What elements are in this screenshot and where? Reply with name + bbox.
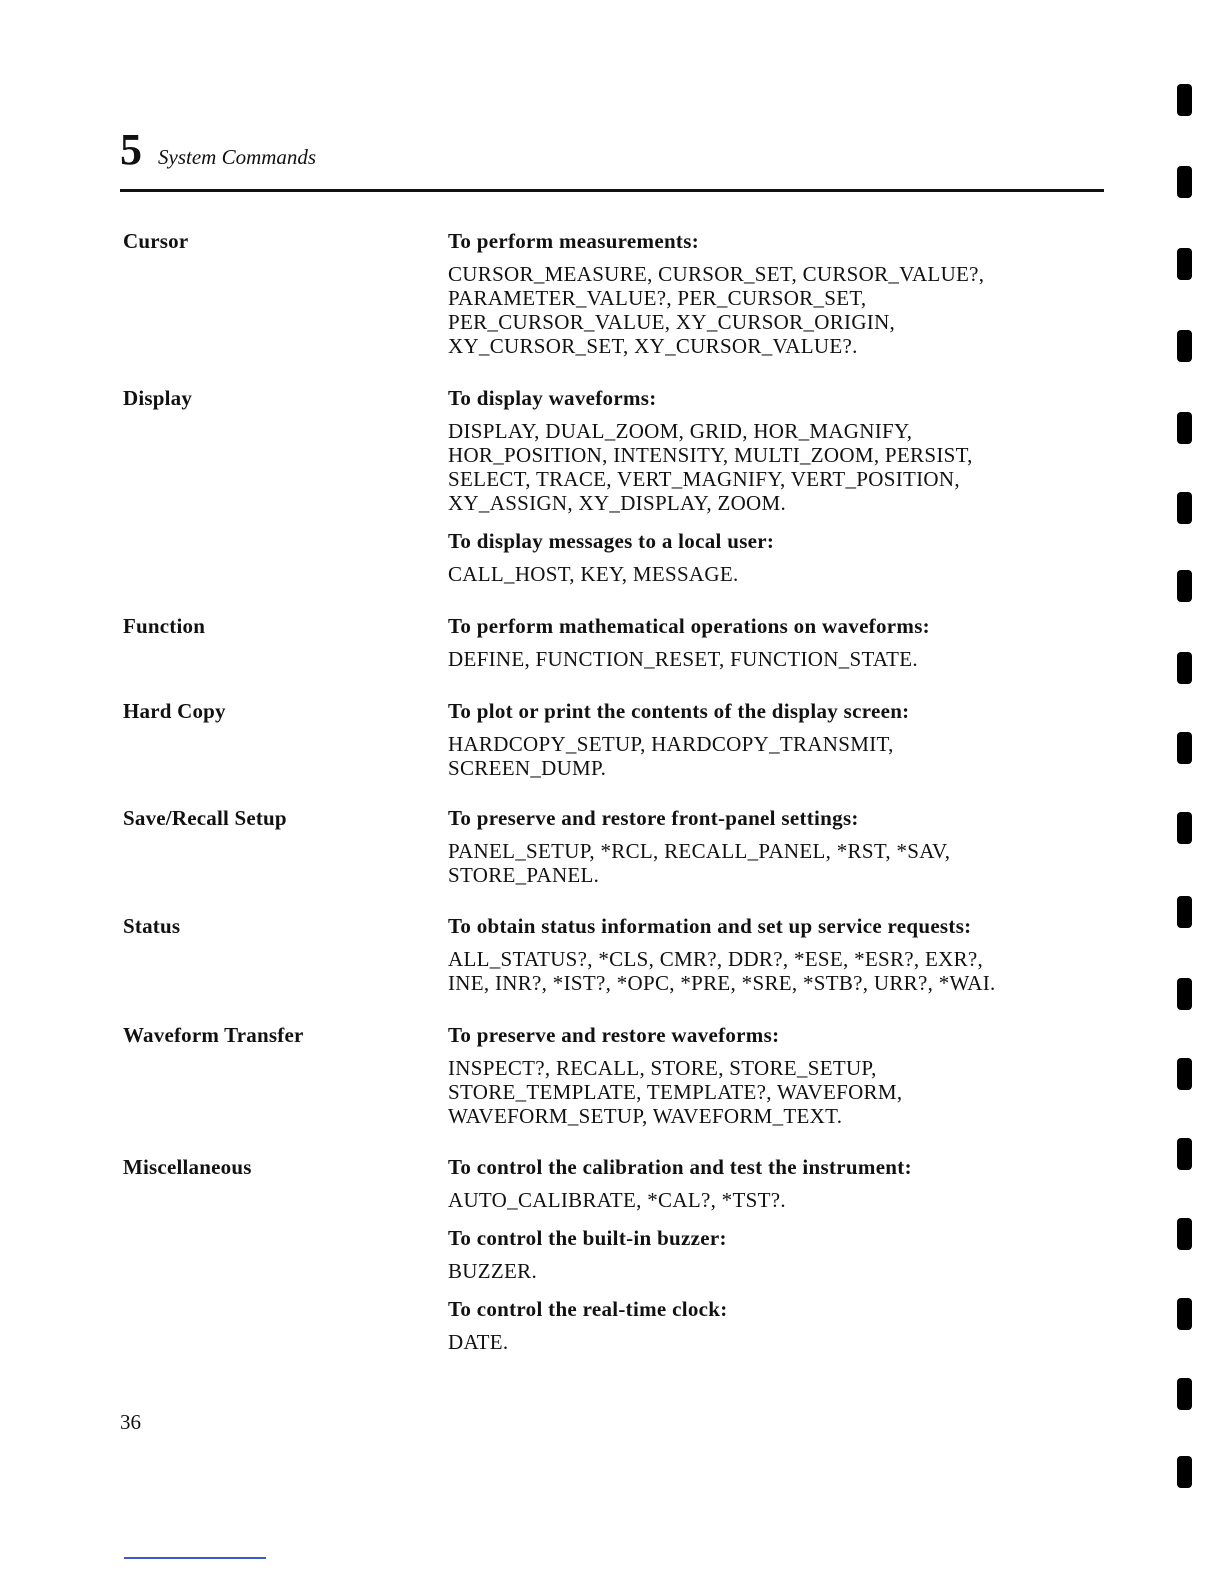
command-entry — [448, 386, 1088, 515]
binding-hole-mark — [1177, 412, 1192, 444]
command-list — [448, 1056, 1088, 1128]
section-entries — [448, 914, 1088, 1009]
command-line: PER_CURSOR_VALUE, XY_CURSOR_ORIGIN, — [448, 310, 896, 334]
command-list — [448, 732, 1088, 780]
header-divider — [120, 189, 1104, 192]
binding-hole-mark — [1177, 492, 1192, 524]
command-entry — [448, 1226, 1088, 1283]
binding-hole-mark — [1177, 978, 1192, 1010]
section-entries — [448, 614, 1088, 685]
binding-hole-mark — [1177, 1218, 1192, 1250]
command-line: HOR_POSITION, INTENSITY, MULTI_ZOOM, PERSIST, — [448, 443, 973, 467]
entry-heading: To preserve and restore front-panel settings: — [448, 806, 859, 830]
command-entry — [448, 1155, 1088, 1212]
command-line: BUZZER. — [448, 1259, 538, 1283]
command-line: CALL_HOST, KEY, MESSAGE. — [448, 562, 739, 586]
command-line: XY_ASSIGN, XY_DISPLAY, ZOOM. — [448, 491, 787, 515]
command-list — [448, 947, 1088, 995]
section-title: Miscellaneous — [123, 1155, 252, 1179]
section-entries — [448, 386, 1088, 600]
command-entry — [448, 699, 1088, 780]
binding-hole-mark — [1177, 732, 1192, 764]
binding-hole-mark — [1177, 1298, 1192, 1330]
command-line: STORE_PANEL. — [448, 863, 600, 887]
page-header — [120, 125, 317, 174]
binding-hole-mark — [1177, 248, 1192, 280]
command-entry — [448, 229, 1088, 358]
entry-heading: To perform mathematical operations on waveforms: — [448, 614, 930, 638]
command-line: PARAMETER_VALUE?, PER_CURSOR_SET, — [448, 286, 867, 310]
command-list — [448, 1188, 1088, 1212]
command-line: STORE_TEMPLATE, TEMPLATE?, WAVEFORM, — [448, 1080, 903, 1104]
section-title: Save/Recall Setup — [123, 806, 287, 830]
command-entry — [448, 529, 1088, 586]
command-line: DEFINE, FUNCTION_RESET, FUNCTION_STATE. — [448, 647, 918, 671]
section-entries — [448, 229, 1088, 372]
binding-hole-mark — [1177, 330, 1192, 362]
command-line: DATE. — [448, 1330, 509, 1354]
command-line: CURSOR_MEASURE, CURSOR_SET, CURSOR_VALUE?, — [448, 262, 985, 286]
chapter-title: System Commands — [158, 145, 317, 169]
command-list — [448, 1259, 1088, 1283]
command-line: SCREEN_DUMP. — [448, 756, 607, 780]
command-line: SELECT, TRACE, VERT_MAGNIFY, VERT_POSITION, — [448, 467, 960, 491]
binding-hole-mark — [1177, 570, 1192, 602]
section-title: Waveform Transfer — [123, 1023, 304, 1047]
entry-heading: To control the real-time clock: — [448, 1297, 728, 1321]
section-title: Function — [123, 614, 206, 638]
command-entry — [448, 1297, 1088, 1354]
binding-hole-mark — [1177, 652, 1192, 684]
entry-heading: To preserve and restore waveforms: — [448, 1023, 780, 1047]
section-title: Hard Copy — [123, 699, 226, 723]
entry-heading: To obtain status information and set up service requests: — [448, 914, 972, 938]
entry-heading: To control the built-in buzzer: — [448, 1226, 727, 1250]
section-entries — [448, 699, 1088, 794]
binding-hole-mark — [1177, 1138, 1192, 1170]
binding-hole-mark — [1177, 1058, 1192, 1090]
command-list — [448, 839, 1088, 887]
section-entries — [448, 1023, 1088, 1142]
binding-hole-mark — [1177, 812, 1192, 844]
command-line: DISPLAY, DUAL_ZOOM, GRID, HOR_MAGNIFY, — [448, 419, 913, 443]
command-entry — [448, 614, 1088, 671]
binding-hole-mark — [1177, 84, 1192, 116]
command-line: XY_CURSOR_SET, XY_CURSOR_VALUE?. — [448, 334, 858, 358]
command-line: INSPECT?, RECALL, STORE, STORE_SETUP, — [448, 1056, 877, 1080]
command-line: INE, INR?, *IST?, *OPC, *PRE, *SRE, *STB?, URR?, *WAI. — [448, 971, 996, 995]
command-entry — [448, 806, 1088, 887]
binding-hole-mark — [1177, 1456, 1192, 1488]
section-entries — [448, 1155, 1088, 1368]
command-entry — [448, 1023, 1088, 1128]
page-number: 36 — [120, 1410, 141, 1434]
command-line: PANEL_SETUP, *RCL, RECALL_PANEL, *RST, *SAV, — [448, 839, 951, 863]
entry-heading: To plot or print the contents of the display screen: — [448, 699, 910, 723]
entry-heading: To display waveforms: — [448, 386, 657, 410]
command-line: AUTO_CALIBRATE, *CAL?, *TST?. — [448, 1188, 786, 1212]
command-list — [448, 419, 1088, 515]
command-list — [448, 562, 1088, 586]
command-line: WAVEFORM_SETUP, WAVEFORM_TEXT. — [448, 1104, 843, 1128]
command-line: ALL_STATUS?, *CLS, CMR?, DDR?, *ESE, *ESR?, EXR?, — [448, 947, 984, 971]
chapter-number: 5 — [120, 125, 142, 174]
entry-heading: To display messages to a local user: — [448, 529, 775, 553]
command-list — [448, 262, 1088, 358]
binding-hole-mark — [1177, 896, 1192, 928]
section-title: Status — [123, 914, 181, 938]
command-list — [448, 1330, 1088, 1354]
command-entry — [448, 914, 1088, 995]
command-list — [448, 647, 1088, 671]
entry-heading: To control the calibration and test the instrument: — [448, 1155, 912, 1179]
binding-hole-mark — [1177, 166, 1192, 198]
entry-heading: To perform measurements: — [448, 229, 699, 253]
section-title: Cursor — [123, 229, 189, 253]
section-title: Display — [123, 386, 193, 410]
footer-line — [124, 1557, 266, 1559]
section-entries — [448, 806, 1088, 901]
binding-hole-mark — [1177, 1378, 1192, 1410]
command-line: HARDCOPY_SETUP, HARDCOPY_TRANSMIT, — [448, 732, 894, 756]
